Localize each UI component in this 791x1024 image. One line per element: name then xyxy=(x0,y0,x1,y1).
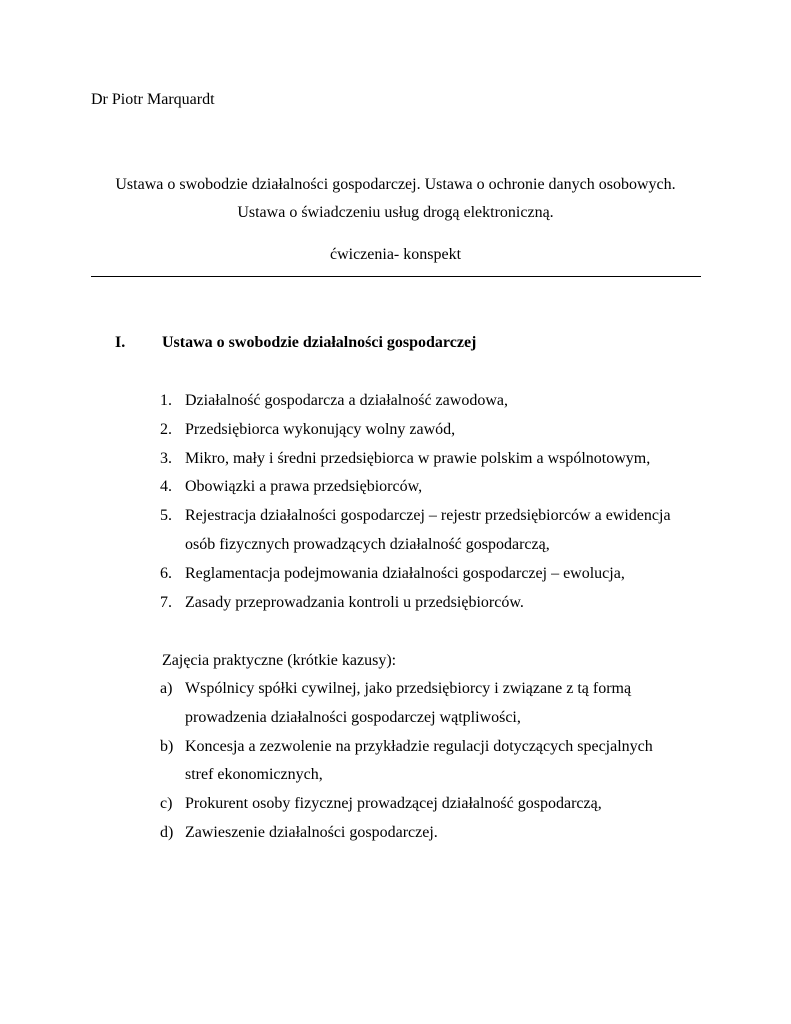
practical-heading: Zajęcia praktyczne (krótkie kazusy): xyxy=(162,652,397,669)
topic-item-text: Mikro, mały i średni przedsiębiorca w prawie polskim a wspólnotowym, xyxy=(185,449,651,467)
topic-item-marker: 7. xyxy=(160,593,172,611)
topic-item-marker: 1. xyxy=(160,392,172,409)
case-item-marker: d) xyxy=(160,824,174,841)
topic-item-text: Obowiązki a prawa przedsiębiorców, xyxy=(185,478,423,496)
case-item-text: stref ekonomicznych, xyxy=(185,766,323,784)
subtitle: ćwiczenia- konspekt xyxy=(329,246,462,263)
topic-item-text: osób fizycznych prowadzących działalność gospodarczą, xyxy=(185,536,550,553)
topic-item-text: Rejestracja działalności gospodarczej – rejestr przedsiębiorców a ewidencja xyxy=(185,507,671,525)
case-item-text: Prokurent osoby fizycznej prowadzącej działalność gospodarczą, xyxy=(185,795,602,813)
topic-item-marker: 4. xyxy=(160,478,172,496)
case-item-text: Wspólnicy spółki cywilnej, jako przedsiębiorcy i związane z tą formą xyxy=(185,680,632,697)
topic-item-marker: 3. xyxy=(160,449,172,467)
topic-item-text: Przedsiębiorca wykonujący wolny zawód, xyxy=(185,420,456,438)
title-divider xyxy=(91,276,701,277)
case-item-text: Koncesja a zezwolenie na przykładzie regulacji dotyczących specjalnych xyxy=(185,737,653,755)
topic-item-text: Zasady przeprowadzania kontroli u przedsiębiorców. xyxy=(185,593,524,611)
section-number: I. xyxy=(115,334,126,351)
title-line-2: Ustawa o świadczeniu usług drogą elektroniczną. xyxy=(237,204,554,221)
case-item-marker: a) xyxy=(160,680,173,697)
title-line-1: Ustawa o swobodzie działalności gospodarczej. Ustawa o ochronie danych osobowych. xyxy=(115,176,676,193)
case-item-text: Zawieszenie działalności gospodarczej. xyxy=(185,824,438,841)
topic-item-marker: 6. xyxy=(160,564,172,582)
topic-item-marker: 5. xyxy=(160,507,172,525)
topic-item-text: Reglamentacja podejmowania działalności gospodarczej – ewolucja, xyxy=(185,564,625,582)
section-title: Ustawa o swobodzie działalności gospodarczej xyxy=(162,334,477,351)
topic-item-text: Działalność gospodarcza a działalność zawodowa, xyxy=(185,392,508,409)
case-item-marker: b) xyxy=(160,737,174,755)
author-name: Dr Piotr Marquardt xyxy=(91,91,215,108)
case-item-marker: c) xyxy=(160,795,173,813)
topic-item-marker: 2. xyxy=(160,420,172,438)
case-item-text: prowadzenia działalności gospodarczej wątpliwości, xyxy=(185,708,521,726)
